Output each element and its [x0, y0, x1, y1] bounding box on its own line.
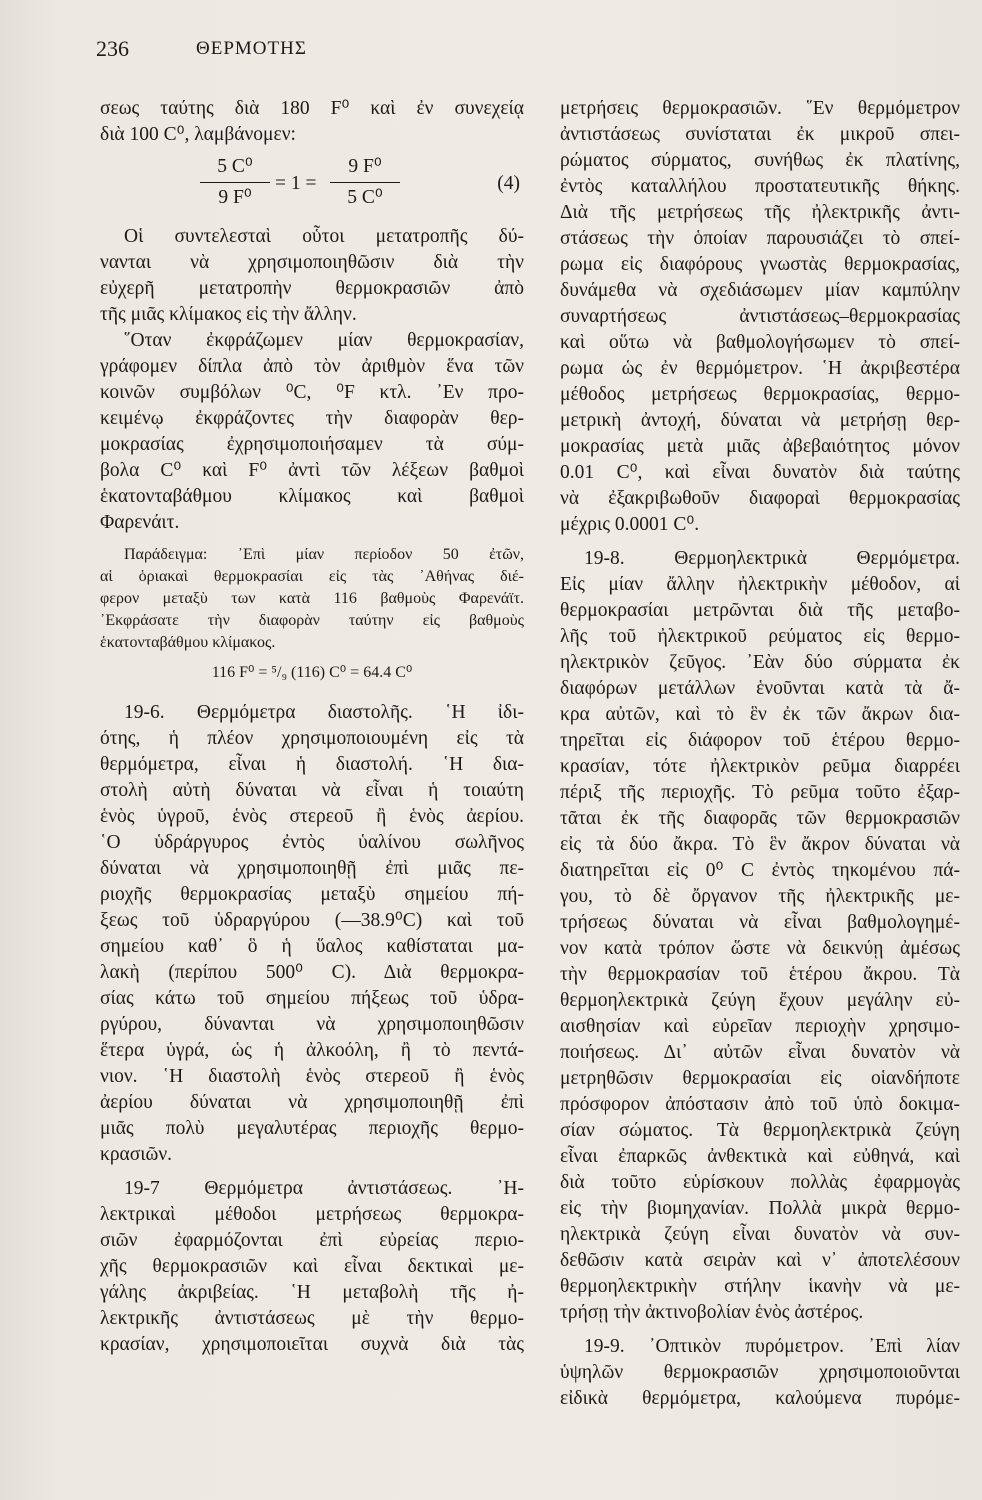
text-line: ἐντὸς καταλλήλου προστατευτικῆς θήκης. — [560, 176, 960, 197]
text-line: δεθῶσιν κατὰ σειρὰν καὶ ν᾿ ἀποτελέσουν — [560, 1250, 960, 1271]
text-line: νανται νὰ χρησιμοποιηθῶσιν διὰ τὴν — [100, 252, 524, 273]
text-line: κρασιῶν. — [100, 1144, 173, 1165]
text-line: θερμοκρασίαι μετρῶνται διὰ τῆς μεταβο- — [560, 600, 960, 621]
text-line: τρήσεως δύναται νὰ εἶναι βαθμολογημέ- — [560, 912, 960, 933]
right-column — [560, 96, 960, 1412]
numerator: 5 C⁰ — [200, 154, 270, 183]
text-line: κειμένῳ ἐκφράζοντες τὴν διαφορὰν θερ- — [100, 408, 524, 429]
text-line: ἑκατονταβάθμου κλίμακος καὶ βαθμοὶ — [100, 486, 524, 507]
example-result: 116 F⁰ = ⁵/₉ (116) C⁰ = 64.4 C⁰ — [211, 664, 413, 681]
text-line: μοκρασίας μετὰ μιᾶς ἀβεβαιότητος μόνον — [560, 436, 960, 457]
text-line: διατηρεῖται εἰς 0⁰ C ἐντὸς τηκομένου πά- — [560, 860, 960, 881]
text-line: πέριξ τῆς περιοχῆς. Τὸ ρεῦμα τοῦτο ἐξαρ- — [560, 782, 960, 803]
denominator: 9 F⁰ — [218, 187, 252, 208]
text-line: μιᾶς πολὺ μεγαλυτέρας περιοχῆς θερμο- — [100, 1118, 524, 1139]
text-line: ἑνὸς ὑγροῦ, ἑνὸς στερεοῦ ἢ ἑνὸς ἀερίου. — [100, 806, 524, 827]
text-line: διὰ τοῦτο εὑρίσκουν πολλὰς ἐφαρμογὰς — [560, 1172, 960, 1193]
text-line: δύναται νὰ χρησιμοποιηθῇ ἐπὶ μιᾶς πε- — [100, 858, 524, 879]
text-line: βολα C⁰ καὶ F⁰ ἀντὶ τῶν λέξεων βαθμοὶ — [100, 460, 524, 481]
text-line: Διὰ τῆς μετρήσεως τῆς ἠλεκτρικῆς ἀντι- — [560, 202, 960, 223]
text-line: λακὴ (περίπου 500⁰ C). Διὰ θερμοκρα- — [100, 962, 524, 983]
text-line: πρόσφορον ἀπόστασιν ἀπὸ τοῦ ὑπὸ δοκιμα- — [560, 1094, 960, 1115]
page-header — [96, 36, 922, 66]
text-line: Οἱ συντελεσταὶ οὗτοι μετατροπῆς δύ- — [124, 226, 524, 247]
text-line: μετρικὴ ἀντοχή, δύναται νὰ μετρήσῃ θερ- — [560, 410, 960, 431]
equals-one: = 1 = — [275, 173, 317, 194]
text-line: σίαν σώματος. Τὰ θερμοηλεκτρικὰ ζεύγη — [560, 1120, 960, 1141]
text-line: μέθοδος μετρήσεως θερμοκρασίας, θερμο- — [560, 384, 960, 405]
fraction-c-over-f — [200, 154, 270, 211]
text-line: στάσεως τὴν ὁποίαν παρουσιάζει τὸ σπεί- — [560, 228, 960, 249]
text-line: μέχρις 0.0001 C⁰. — [560, 514, 700, 535]
text-line: κρα αὐτῶν, καὶ τὸ ἓν ἐκ τῶν ἄκρων δια- — [560, 704, 960, 725]
text-line: τῆς μιᾶς κλίμακος εἰς τὴν ἄλλην. — [100, 304, 357, 325]
text-line: σημείου καθ᾿ ὃ ἡ ὕαλος καθίσταται μα- — [100, 936, 524, 957]
section-heading-line: 19-8. Θερμοηλεκτρικὰ Θερμόμετρα. — [584, 548, 960, 569]
text-line: ὑψηλῶν θερμοκρασιῶν χρησιμοποιοῦνται — [560, 1362, 960, 1383]
text-line: κρασίαν, χρησιμοποιεῖται συχνὰ διὰ τὰς — [100, 1334, 524, 1355]
text-line: τὴν θερμοκρασίαν τοῦ ἑτέρου ἄκρου. Τὰ — [560, 964, 960, 985]
left-column — [100, 96, 524, 1358]
text-line: εἰδικὰ θερμόμετρα, καλούμενα πυρόμε- — [560, 1388, 960, 1409]
text-line: Εἰς μίαν ἄλλην ἠλεκτρικὴν μέθοδον, αἱ — [560, 574, 960, 595]
text-line: τρήσῃ τὴν ἀκτινοβολίαν ἑνὸς ἀστέρος. — [560, 1302, 864, 1323]
text-line: νον κατὰ τρόπον ὥστε νὰ δεικνύῃ ἀμέσως — [560, 938, 960, 959]
text-line: κρασίαν, τότε ἠλεκτρικὸν ρεῦμα διαρρέει — [560, 756, 960, 777]
text-line: Φαρενάιτ. — [100, 512, 180, 533]
text-line: ηλεκτρικὸν ζεῦγος. ᾿Εὰν δύο σύρματα ἐκ — [560, 652, 960, 673]
text-line: ἕτερα ὑγρά, ὡς ἡ ἀλκοόλη, ἢ τὸ πεντά- — [100, 1040, 524, 1061]
text-line: χῆς θερμοκρασιῶν καὶ εἶναι δεκτικαὶ με- — [100, 1256, 524, 1277]
text-line: ρωμα ὡς ἐν θερμόμετρον. ῾Η ἀκριβεστέρα — [560, 358, 960, 379]
text-line: ηλεκτρικὰ ζεύγη εἶναι δυνατὸν νὰ συν- — [560, 1224, 960, 1245]
text-line: στολὴ αὐτὴ δύναται νὰ εἶναι ἡ τοιαύτη — [100, 780, 524, 801]
text-line: θερμοηλεκτρικὰ ζεύγη ἔχουν μεγάλην εὐ- — [560, 990, 960, 1011]
text-line: γου, τὸ δὲ ὄργανον τῆς ἠλεκτρικῆς με- — [560, 886, 960, 907]
text-line: δυνάμεθα νὰ σχεδιάσωμεν μίαν καμπύλην — [560, 280, 960, 301]
example-line: ᾿Εκφράσατε τὴν διαφορὰν ταύτην εἰς βαθμοὺς — [100, 612, 524, 629]
text-line: ἀντιστάσεως συνίσταται ἐκ μικροῦ σπει- — [560, 124, 960, 145]
conversion-formula — [100, 148, 524, 224]
text-line: θερμόμετρα, εἶναι ἡ διαστολή. ῾Η δια- — [100, 754, 524, 775]
text-line: συναρτήσεως ἀντιστάσεως–θερμοκρασίας — [560, 306, 960, 327]
text-line: σιῶν ἐφαρμόζονται ἐπὶ εὐρείας περιο- — [100, 1230, 524, 1251]
section-19-7 — [100, 1176, 524, 1358]
text-line: 0.01 C⁰, καὶ εἶναι δυνατὸν διὰ ταύτης — [560, 462, 960, 483]
example-line: φερον μεταξὺ των κατὰ 116 βαθμοὺς Φαρενάϊτ. — [100, 590, 524, 607]
text-line: ρώματος σύρματος, συνήθως ἐκ πλατίνης, — [560, 150, 960, 171]
text-line: τᾶται ἐκ τῆς διαφορᾶς τῶν θερμοκρασιῶν — [560, 808, 960, 829]
text-line: γράφομεν δίπλα ἀπὸ τὸν ἀριθμὸν ἕνα τῶν — [100, 356, 524, 377]
text-line: εὐχερῆ μετατροπὴν θερμοκρασιῶν ἀπὸ — [100, 278, 524, 299]
section-19-6 — [100, 700, 524, 1168]
text-line: εἰς τὴν βιομηχανίαν. Πολλὰ μικρὰ θερμο- — [560, 1198, 960, 1219]
text-line: σεως ταύτης διὰ 180 F⁰ καὶ ἐν συνεχείᾳ — [100, 98, 524, 119]
text-line: ῾Ο ὑδράργυρος ἐντὸς ὑαλίνου σωλῆνος — [100, 832, 524, 853]
text-line: θερμοηλεκτρικὴν στήλην ἱκανὴν νὰ με- — [560, 1276, 960, 1297]
numerator: 9 F⁰ — [330, 154, 400, 183]
text-line: καὶ οὕτω νὰ βαθμολογήσωμεν τὸ σπεί- — [560, 332, 960, 353]
text-line: ότης, ἡ πλέον χρησιμοποιουμένη εἰς τὰ — [100, 728, 524, 749]
text-line: ριοχῆς θερμοκρασίας μεταξὺ σημείου πή- — [100, 884, 524, 905]
section-heading-line: 19-6. Θερμόμετρα διαστολῆς. ῾Η ἰδι- — [124, 702, 524, 723]
section-heading-line: 19-7 Θερμόμετρα ἀντιστάσεως. ᾿Η- — [124, 1178, 524, 1199]
text-line: ἀερίου δύναται νὰ χρησιμοποιηθῇ ἐπὶ — [100, 1092, 524, 1113]
text-line: νιον. ῾Η διαστολὴ ἑνὸς στερεοῦ ἢ ἑνὸς — [100, 1066, 524, 1087]
text-line: διαφόρων μετάλλων ἑνοῦνται κατὰ τὰ ἄ- — [560, 678, 960, 699]
text-line: κοινῶν συμβόλων ⁰C, ⁰F κτλ. ᾿Εν προ- — [100, 382, 524, 403]
paragraph-resistance-continued — [560, 96, 960, 538]
denominator: 5 C⁰ — [347, 187, 383, 208]
text-line: ξεως τοῦ ὑδραργύρου (—38.9⁰C) καὶ τοῦ — [100, 910, 524, 931]
text-line: λῆς τοῦ ἠλεκτρικοῦ ρεύματος εἰς θερμο- — [560, 626, 960, 647]
section-heading-line: 19-9. ᾿Οπτικὸν πυρόμετρον. ᾿Επὶ λίαν — [584, 1336, 960, 1357]
text-line: τηρεῖται εἰς διάφορον τοῦ ἑτέρου θερμο- — [560, 730, 960, 751]
fraction-f-over-c — [330, 154, 400, 211]
text-line: λεκτρικαὶ μέθοδοι μετρήσεως θερμοκρα- — [100, 1204, 524, 1225]
text-line: ῞Οταν ἐκφράζωμεν μίαν θερμοκρασίαν, — [124, 330, 524, 351]
text-line: μετρηθῶσιν θερμοκρασίαι εἰς οἱανδήποτε — [560, 1068, 960, 1089]
text-line: ρωμα εἰς διαφόρους γνωστὰς θερμοκρασίας, — [560, 254, 960, 275]
page-number: 236 — [96, 36, 129, 61]
text-line: νὰ ἐξακριβωθοῦν διαφοραὶ θερμοκρασίας — [560, 488, 960, 509]
text-line: λεκτρικῆς ἀντιστάσεως μὲ τὴν θερμο- — [100, 1308, 524, 1329]
example-line: αἱ ὁριακαὶ θερμοκρασίαι εἰς τὰς ᾿Αθήνας διέ- — [100, 568, 524, 585]
text-line: γάλης ἀκριβείας. ῾Η μεταβολὴ τῆς ἠ- — [100, 1282, 524, 1303]
text-line: εἰς τὰ δύο ἄκρα. Τὸ ἓν ἄκρον δύναται νὰ — [560, 834, 960, 855]
section-19-8 — [560, 546, 960, 1326]
equation-number: (4) — [497, 173, 520, 194]
text-line: ργύρου, δύνανται νὰ χρησιμοποιηθῶσιν — [100, 1014, 524, 1035]
paragraph-conversion — [100, 224, 524, 536]
text-line: σίας κάτω τοῦ σημείου πήξεως τοῦ ὑδρα- — [100, 988, 524, 1009]
text-line: αισθησίαν καὶ εὐρεῖαν περιοχὴν χρησιμο- — [560, 1016, 960, 1037]
example-line: ἑκατονταβάθμου κλίμακος. — [100, 634, 276, 651]
text-line: μοκρασίας ἐχρησιμοποιήσαμεν τὰ σύμ- — [100, 434, 524, 455]
section-19-9 — [560, 1334, 960, 1412]
example-line: Παράδειγμα: ᾿Επὶ μίαν περίοδον 50 ἐτῶν, — [124, 546, 524, 563]
text-line: ποιήσεως. Δι᾿ αὐτῶν εἶναι δυνατὸν νὰ — [560, 1042, 960, 1063]
text-line: μετρήσεις θερμοκρασιῶν. ῞Εν θερμόμετρον — [560, 98, 960, 119]
intro-text — [100, 96, 524, 148]
running-title: ΘΕΡΜΟΤΗΣ — [196, 38, 307, 59]
text-line: διὰ 100 C⁰, λαμβάνομεν: — [100, 124, 296, 145]
text-line: εἶναι ἐπαρκῶς ἀνθεκτικὰ καὶ εὐθηνά, καὶ — [560, 1146, 960, 1167]
example-box — [100, 544, 524, 684]
